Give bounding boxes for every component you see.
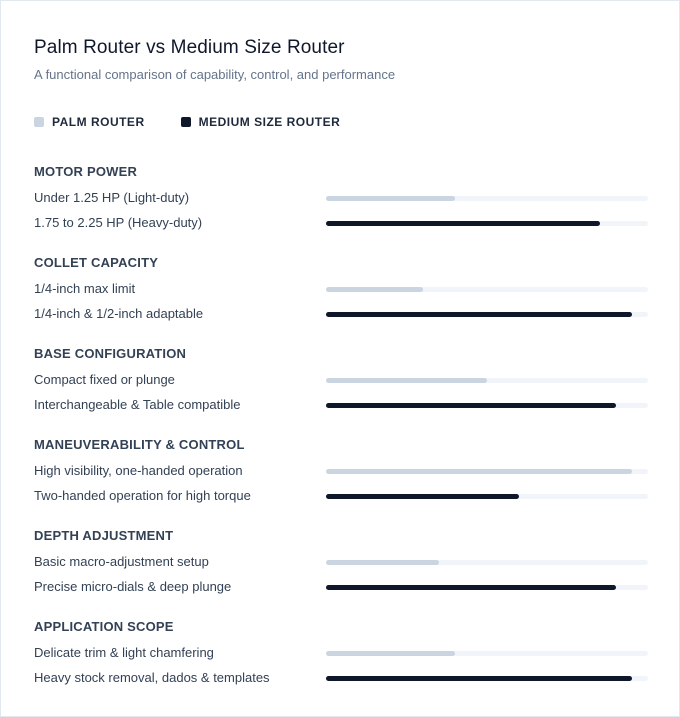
chart-title: Palm Router vs Medium Size Router bbox=[34, 37, 345, 58]
bar-track-application-scope-2 bbox=[326, 676, 648, 681]
bar-track-maneuverability-control-2 bbox=[326, 494, 648, 499]
section-title-collet-capacity: COLLET CAPACITY bbox=[34, 255, 159, 270]
bar-track-depth-adjustment-1 bbox=[326, 560, 648, 565]
bar-track-motor-power-1 bbox=[326, 196, 648, 201]
bar-depth-adjustment-palm bbox=[326, 560, 439, 565]
legend-item-palm bbox=[34, 115, 145, 129]
legend-swatch-medium bbox=[181, 117, 191, 127]
row-label-collet-capacity-1: 1/4-inch max limit bbox=[34, 281, 136, 296]
bar-track-motor-power-2 bbox=[326, 221, 648, 226]
legend-label-palm: PALM ROUTER bbox=[52, 115, 145, 129]
bar-track-collet-capacity-2 bbox=[326, 312, 648, 317]
bar-collet-capacity-medium bbox=[326, 312, 632, 317]
row-label-application-scope-2: Heavy stock removal, dados & templates bbox=[34, 670, 270, 685]
bar-motor-power-medium bbox=[326, 221, 600, 226]
section-title-base-configuration: BASE CONFIGURATION bbox=[34, 346, 187, 361]
bar-track-collet-capacity-1 bbox=[326, 287, 648, 292]
section-title-maneuverability-control: MANEUVERABILITY & CONTROL bbox=[34, 437, 245, 452]
legend-swatch-palm bbox=[34, 117, 44, 127]
row-label-motor-power-1: Under 1.25 HP (Light-duty) bbox=[34, 190, 190, 205]
row-label-base-configuration-2: Interchangeable & Table compatible bbox=[34, 397, 241, 412]
bar-motor-power-palm bbox=[326, 196, 455, 201]
section-title-motor-power: MOTOR POWER bbox=[34, 164, 138, 179]
row-label-maneuverability-control-2: Two-handed operation for high torque bbox=[34, 488, 251, 503]
legend bbox=[34, 115, 376, 129]
row-label-depth-adjustment-1: Basic macro-adjustment setup bbox=[34, 554, 209, 569]
legend-label-medium: MEDIUM SIZE ROUTER bbox=[198, 115, 341, 129]
bar-track-application-scope-1 bbox=[326, 651, 648, 656]
bar-base-configuration-palm bbox=[326, 378, 487, 383]
row-label-base-configuration-1: Compact fixed or plunge bbox=[34, 372, 175, 387]
bar-application-scope-medium bbox=[326, 676, 632, 681]
bar-application-scope-palm bbox=[326, 651, 455, 656]
row-label-motor-power-2: 1.75 to 2.25 HP (Heavy-duty) bbox=[34, 215, 203, 230]
bar-track-depth-adjustment-2 bbox=[326, 585, 648, 590]
row-label-application-scope-1: Delicate trim & light chamfering bbox=[34, 645, 214, 660]
bar-base-configuration-medium bbox=[326, 403, 616, 408]
row-label-maneuverability-control-1: High visibility, one-handed operation bbox=[34, 463, 243, 478]
bar-maneuverability-control-palm bbox=[326, 469, 632, 474]
bar-track-base-configuration-2 bbox=[326, 403, 648, 408]
section-title-application-scope: APPLICATION SCOPE bbox=[34, 619, 174, 634]
bar-track-base-configuration-1 bbox=[326, 378, 648, 383]
chart-subtitle: A functional comparison of capability, control, and performance bbox=[34, 67, 396, 82]
bar-collet-capacity-palm bbox=[326, 287, 423, 292]
row-label-collet-capacity-2: 1/4-inch & 1/2-inch adaptable bbox=[34, 306, 204, 321]
row-label-depth-adjustment-2: Precise micro-dials & deep plunge bbox=[34, 579, 232, 594]
bar-depth-adjustment-medium bbox=[326, 585, 616, 590]
section-title-depth-adjustment: DEPTH ADJUSTMENT bbox=[34, 528, 174, 543]
bar-maneuverability-control-medium bbox=[326, 494, 519, 499]
legend-item-medium bbox=[181, 115, 341, 129]
bar-track-maneuverability-control-1 bbox=[326, 469, 648, 474]
